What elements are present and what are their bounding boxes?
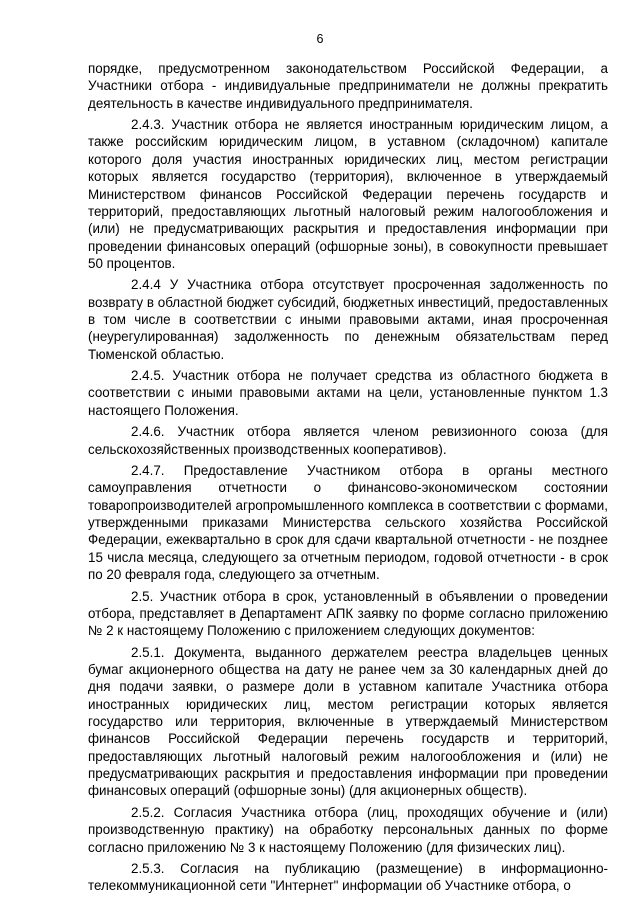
paragraph-2-5-1: 2.5.1. Документа, выданного держателем реестра владельцев ценных бумаг акционерного общества на дату не ранее чем за 30 календарных дней до дня подачи заявки, о размере доли в уставном капитале Участника отбора иностранных юридических лиц, местом регистрации которых является государство или территория, включенные в утверждаемый Министерством финансов Российской Федерации перечень государств и территорий, предоставляющих льготный налоговый режим налогообложения и (или) не предусматривающих раскрытия и предоставления информации при проведении финансовых операций (офшорные зоны) (для акционерных обществ). (88, 644, 608, 799)
paragraph-2-4-5: 2.4.5. Участник отбора не получает средства из областного бюджета в соответствии с иными правовыми актами на цели, установленные пунктом 1.3 настоящего Положения. (88, 368, 608, 418)
paragraph-2-5-3: 2.5.3. Согласия на публикацию (размещение) в информационно-телекоммуникационной сети "Интернет" информации об Участнике отбора, о (88, 860, 608, 894)
paragraph-2-4-7: 2.4.7. Предоставление Участником отбора в органы местного самоуправления отчетности о финансово-экономическом состоянии товаропроизводителей агропромышленного комплекса в соответствии с формами, утвержденными приказами Министерства сельского хозяйства Российской Федерации, ежеквартально в срок для сдачи квартальной отчетности - не позднее 15 числа месяца, следующего за отчетным периодом, годовой отчетности - в срок по 20 февраля года, следующего за отчетным. (88, 463, 608, 583)
paragraph-2-4-6: 2.4.6. Участник отбора является членом ревизионного союза (для сельскохозяйственных производственных кооперативов). (88, 424, 608, 457)
document-body (88, 60, 608, 899)
paragraph-2-4-3: 2.4.3. Участник отбора не является иностранным юридическим лицом, а также российским юридическим лицом, в уставном (складочном) капитале которого доля участия иностранных юридических лиц, местом регистрации которых является государство (территория), включенное в утверждаемый Министерством финансов Российской Федерации перечень государств и территорий, предоставляющих льготный налоговый режим налогообложения и (или) не предусматривающих раскрытия и предоставления информации при проведении финансовых операций (офшорные зоны), в совокупности превышает 50 процентов. (88, 117, 608, 271)
paragraph-2-5: 2.5. Участник отбора в срок, установленный в объявлении о проведении отбора, представляет в Департамент АПК заявку по форме согласно приложению № 2 к настоящему Положению с приложением следующих документов: (88, 588, 608, 639)
paragraph-continuation: порядке, предусмотренном законодательством Российской Федерации, а Участники отбора - индивидуальные предприниматели не должны прекратить деятельность в качестве индивидуального предпринимателя. (88, 61, 608, 111)
page-number: 6 (316, 32, 324, 46)
paragraph-2-4-4: 2.4.4 У Участника отбора отсутствует просроченная задолженность по возврату в областной бюджет субсидий, бюджетных инвестиций, предоставленных в том числе в соответствии с иными правовыми актами, иная просроченная (неурегулированная) задолженность по денежным обязательствам перед Тюменской областью. (88, 277, 608, 362)
paragraph-2-5-2: 2.5.2. Согласия Участника отбора (лиц, проходящих обучение и (или) производственную практику) на обработку персональных данных по форме согласно приложению № 3 к настоящему Положению (для физических лиц). (88, 804, 608, 855)
